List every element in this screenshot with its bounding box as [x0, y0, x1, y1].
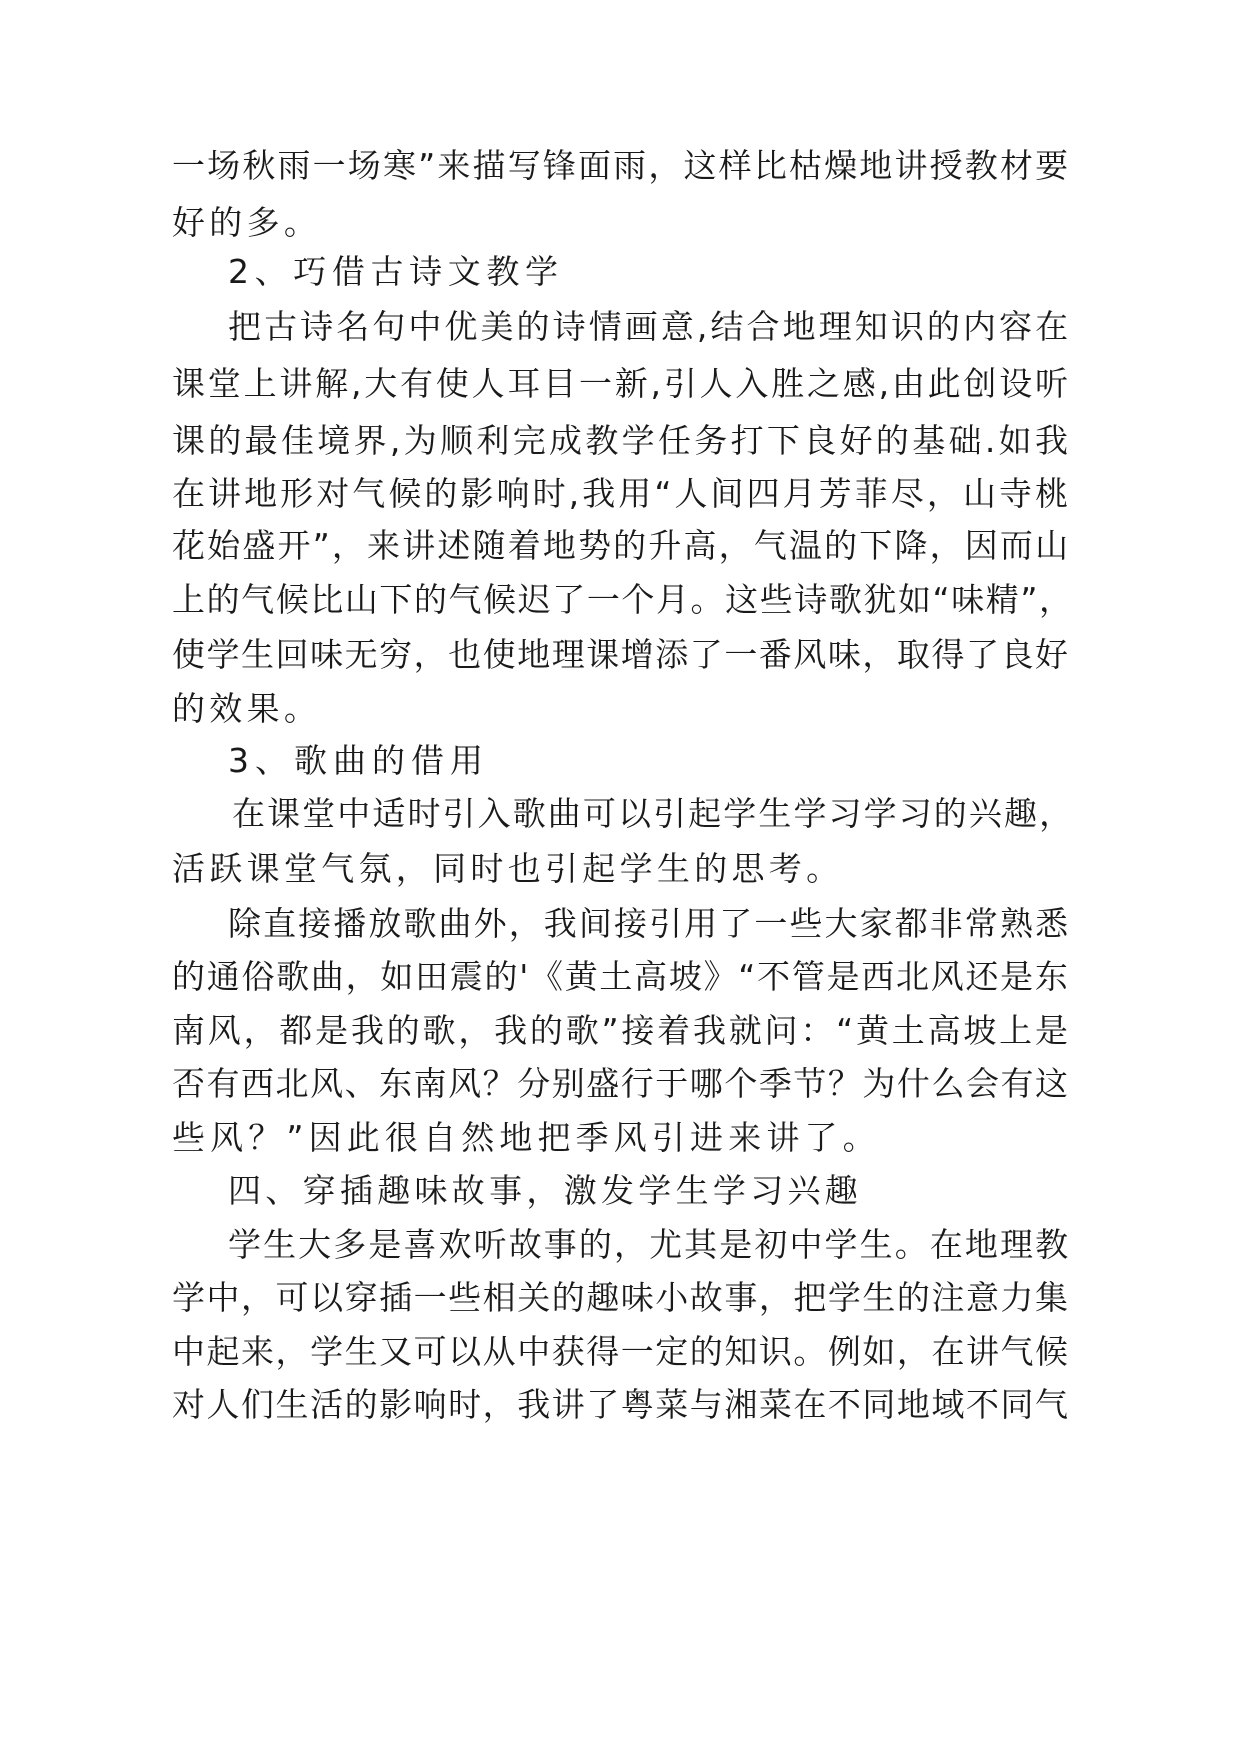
line-text: 南风，都是我的歌，我的歌”接着我就问：“黄土高坡上是	[172, 1011, 1071, 1050]
text-line	[0, 1322, 1241, 1382]
text-line	[0, 1161, 1241, 1221]
line-text: 上的气候比山下的气候迟了一个月。这些诗歌犹如“味精”，	[172, 580, 1074, 619]
text-line	[0, 839, 1241, 899]
text-line	[0, 354, 1241, 414]
line-text: 学生大多是喜欢听故事的，尤其是初中学生。在地理教	[228, 1225, 1071, 1264]
text-line	[0, 731, 1241, 791]
line-text: 好的多。	[172, 203, 322, 242]
line-text: 把古诗名句中优美的诗情画意,结合地理知识的内容在	[228, 307, 1072, 346]
line-text: 对人们生活的影响时，我讲了粤菜与湘菜在不同地域不同气	[172, 1385, 1070, 1424]
line-text: 的效果。	[172, 689, 322, 728]
line-text: 在课堂中适时引入歌曲可以引起学生学习学习的兴趣，	[232, 794, 1075, 833]
text-line	[0, 136, 1241, 196]
line-text: 学中，可以穿插一些相关的趣味小故事，把学生的注意力集	[172, 1278, 1070, 1317]
line-text: 在讲地形对气候的影响时,我用“人间四月芳菲尽，山寺桃	[172, 474, 1072, 513]
line-text: 活跃课堂气氛，同时也引起学生的思考。	[172, 849, 844, 888]
line-text: 否有西北风、东南风？分别盛行于哪个季节？为什么会有这	[172, 1064, 1070, 1103]
line-text: 3、歌曲的借用	[228, 741, 490, 780]
text-line	[0, 570, 1241, 630]
line-text: 中起来，学生又可以从中获得一定的知识。例如，在讲气候	[172, 1332, 1070, 1371]
text-line	[0, 242, 1241, 302]
text-line	[0, 1215, 1241, 1275]
text-line	[0, 679, 1241, 739]
line-text: 的通俗歌曲，如田震的'《黄土高坡》“不管是西北风还是东	[172, 957, 1070, 996]
text-line	[0, 1375, 1241, 1435]
line-text: 一场秋雨一场寒”来描写锋面雨，这样比枯燥地讲授教材要	[172, 146, 1071, 185]
text-line	[0, 947, 1241, 1007]
text-line	[0, 516, 1241, 576]
text-line	[0, 297, 1241, 357]
line-text: 些风？”因此很自然地把季风引进来讲了。	[172, 1118, 881, 1157]
text-line	[0, 894, 1241, 954]
text-line	[0, 1108, 1241, 1168]
line-text: 除直接播放歌曲外，我间接引用了一些大家都非常熟悉	[228, 904, 1071, 943]
text-line	[0, 464, 1241, 524]
line-text: 课的最佳境界,为顺利完成教学任务打下良好的基础.如我	[172, 421, 1072, 460]
text-line	[0, 784, 1241, 844]
line-text: 四、穿插趣味故事，激发学生学习兴趣	[228, 1171, 863, 1210]
line-text: 2、巧借古诗文教学	[228, 252, 564, 291]
text-line	[0, 411, 1241, 471]
text-line	[0, 625, 1241, 685]
text-line	[0, 1054, 1241, 1114]
text-line	[0, 1001, 1241, 1061]
line-text: 课堂上讲解,大有使人耳目一新,引人入胜之感,由此创设听	[172, 364, 1071, 403]
line-text: 使学生回味无穷，也使地理课增添了一番风味，取得了良好	[172, 635, 1070, 674]
text-line	[0, 1268, 1241, 1328]
line-text: 花始盛开”，来讲述随着地势的升高，气温的下降，因而山	[172, 526, 1071, 565]
